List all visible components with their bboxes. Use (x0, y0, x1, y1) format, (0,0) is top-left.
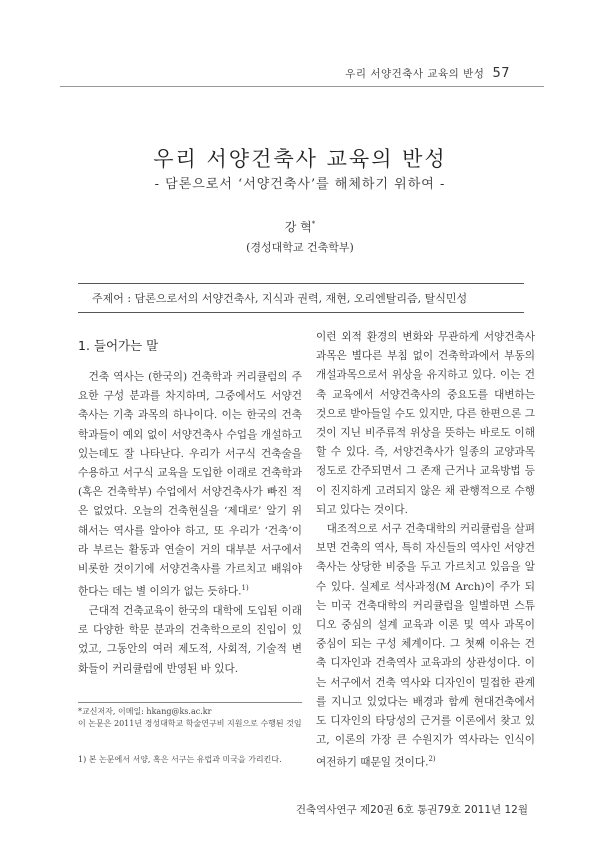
left-paragraph-1 (78, 368, 302, 602)
author-name: 강 혁 (284, 220, 312, 234)
page-number: 57 (492, 66, 510, 81)
right-column (316, 328, 535, 773)
footnote-ref-2: 2) (428, 755, 436, 764)
journal-footer: 건축역사연구 제20권 6호 통권79호 2011년 12월 (295, 804, 528, 816)
author-footnote (78, 706, 302, 730)
running-header (345, 66, 510, 81)
footnote-rule (78, 702, 302, 703)
header-rule (60, 86, 544, 87)
right-paragraph-1: 이런 외적 환경의 변화와 무관하게 서양건축사 과목은 별다른 부침 없이 건축학과에서 부동의 개설과목으로서 위상을 유지하고 있다. 이는 건축 교육에서 서양건축사의 중요도를 대변하는 것으로 받아들일 수도 있지만, 다른 한편으론 그것이 지닌 비주류적 위상을 뜻하는 바로도 이해할 수 있다. 즉, 서양건축사가 일종의 교양과목 정도로 간주되면서 그 존재 근거나 교육방법 등이 진지하게 고려되지 않은 채 관행적으로 수행되고 있다는 것이다. (316, 331, 535, 516)
footnote-ref-1: 1) (241, 584, 249, 593)
paper-subtitle: - 담론으로서 ‘서양건축사’를 해체하기 위하여 - (154, 177, 446, 192)
right-paragraph-2-text: 대조적으로 서구 건축대학의 커리큘럼을 살펴보면 건축의 역사, 특히 자신들의 역사인 서양건축사는 상당한 비중을 두고 가르치고 있음을 알 수 있다. 실제로 석사과정(M Arch)이 주가 되는 미국 건축대학의 커리큘럼을 일별하면 스튜디오 중심의 설계 교육과 이론 및 역사 과목이 중심이 되는 구성 체계이다. 그 첫째 이유는 건축 디자인과 건축역사 교육과의 상관성이다. 이는 서구에서 건축 역사와 디자인이 밀접한 관계를 지니고 있었다는 배경과 함께 현대건축에서도 디자인의 타당성의 근거를 이론에서 찾고 있고, 이론의 가장 큰 수원지가 역사라는 인식이 여전하기 때문일 것이다. (316, 523, 535, 769)
left-column (78, 368, 302, 679)
paper-title: 우리 서양건축사 교육의 반성 (153, 147, 447, 171)
right-paragraph-2 (316, 520, 535, 773)
section-heading: 1. 들어가는 말 (78, 338, 159, 353)
footnote-1: 1) 본 논문에서 서양, 혹은 서구는 유럽과 미국을 가리킨다. (78, 755, 282, 764)
left-paragraph-1-text: 건축 역사는 (한국의) 건축학과 커리큘럼의 주요한 구성 분과를 차지하며, 그중에서도 서양건축사는 기축 과목의 하나이다. 이는 한국의 건축학과들이 예외 없이 서양건축사 수업을 개설하고 있는데도 잘 나타난다. 우리가 서구식 건축술을 수용하고 서구식 교육을 도입한 이래로 건축학과(혹은 건축학부) 수업에서 서양건축사가 빠진 적은 없었다. 오늘의 건축현실을 ‘제대로’ 알기 위해서는 역사를 알아야 하고, 또 우리가 ‘건축’이라 부르는 활동과 연술이 거의 대부분 서구에서 비롯한 것이기에 서양건축사를 가르치고 배워야한다는 데는 별 이의가 없는 듯하다. (78, 371, 302, 598)
affiliation: (경성대학교 건축학부) (246, 241, 354, 254)
running-header-title: 우리 서양건축사 교육의 반성 (345, 68, 485, 80)
keywords: 주제어 : 담론으로서의 서양건축사, 지식과 권력, 재현, 오리엔탈리즘, 탈식민성 (92, 292, 468, 305)
left-paragraph-2: 근대적 건축교육이 한국의 대학에 도입된 이래로 다양한 학문 분과의 건축학으로의 진입이 있었고, 그동안의 여러 제도적, 사회적, 기술적 변화들이 커리큘럼에 반영된 바 있다. (78, 604, 302, 675)
author-email-note: *교신저자, 이메일: hkang@ks.ac.kr (78, 707, 212, 716)
funding-note: 이 논문은 2011년 경성대학교 학술연구비 지원으로 수행된 것임 (78, 719, 302, 728)
author (0, 218, 600, 235)
author-mark: * (311, 220, 316, 228)
